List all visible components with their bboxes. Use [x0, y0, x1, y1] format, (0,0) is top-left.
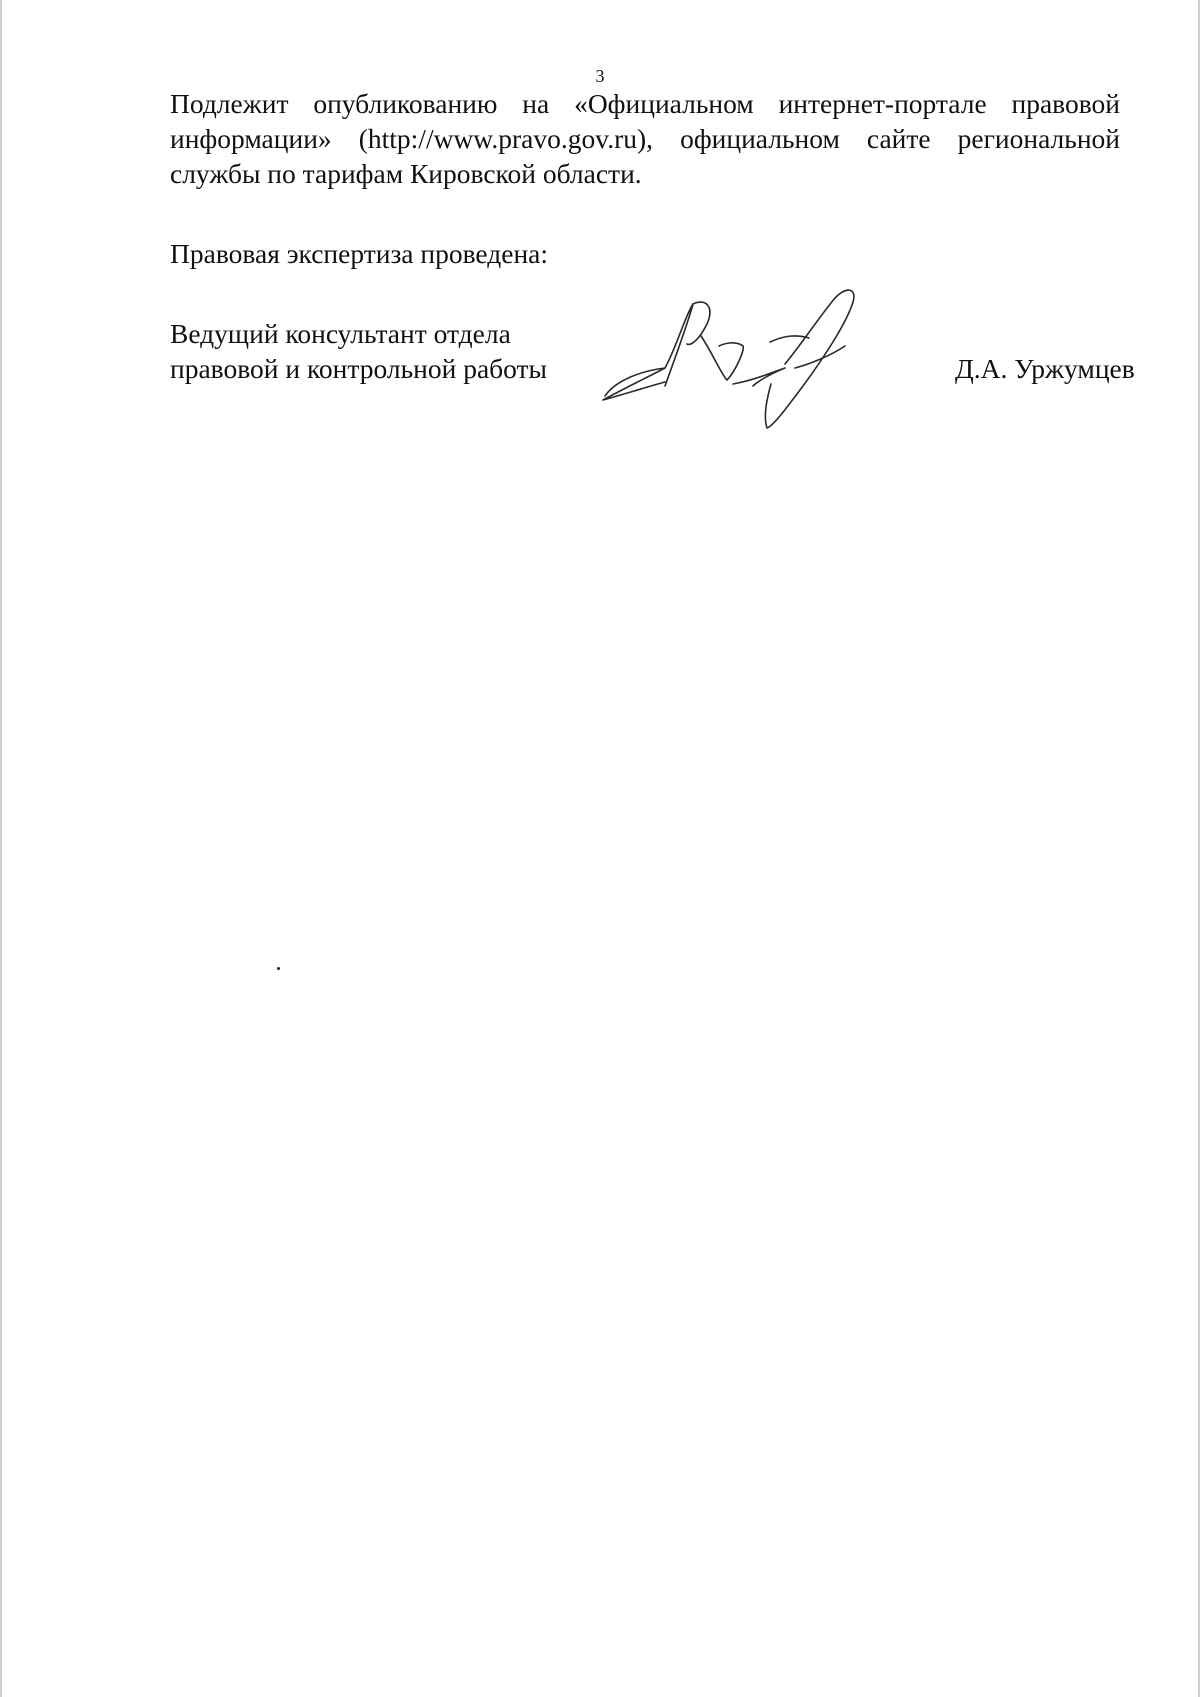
signer-position-line1: Ведущий консультант отдела [170, 318, 511, 349]
page-number: 3 [595, 66, 605, 86]
signer-name: Д.А. Уржумцев [955, 353, 1135, 384]
signer-position-line2: правовой и контрольной работы [170, 353, 548, 384]
scan-edge-left [0, 0, 2, 1697]
handwritten-signature [595, 276, 895, 436]
expertise-line: Правовая экспертиза проведена: [170, 238, 549, 269]
publish-paragraph: Подлежит опубликованию на «Официальном интернет-портале правовой информации» (http://www.pravo.gov.ru), официальном сайте региональной службы по тарифам Кировской области. [170, 88, 1120, 189]
scan-speck [277, 967, 280, 970]
signer-position [170, 316, 547, 386]
